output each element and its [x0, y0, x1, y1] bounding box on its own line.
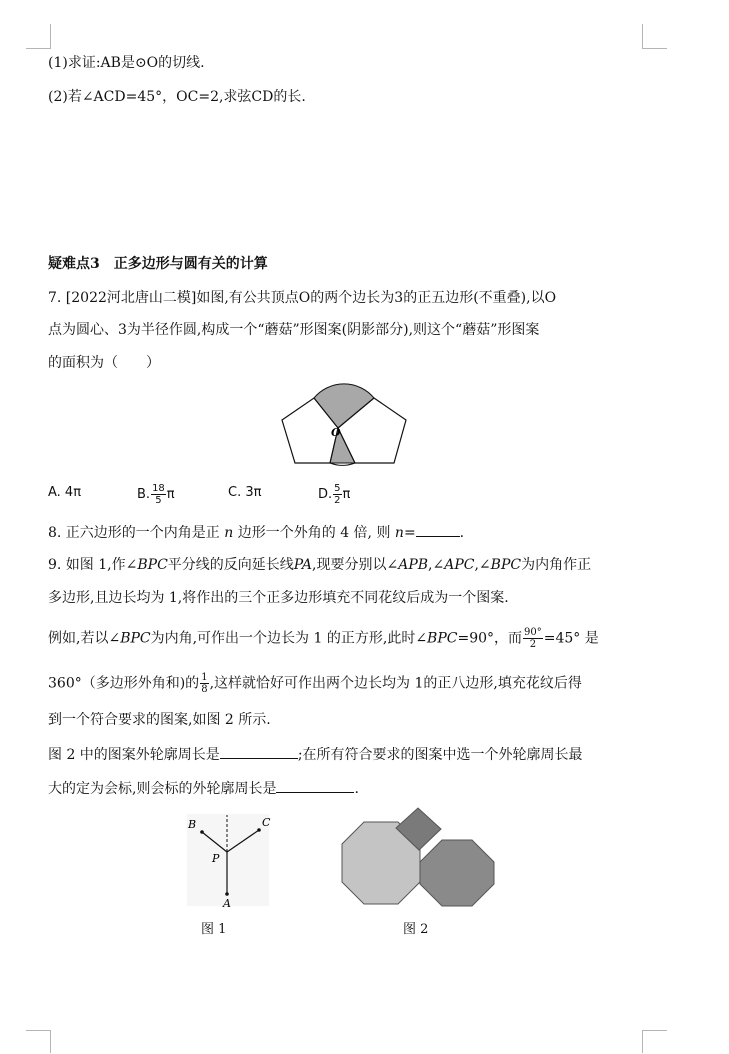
q9-line1: 9. 如图 1,作∠BPC平分线的反向延长线PA,现要分别以∠APB,∠APC,∠BPC为内角作正: [48, 557, 592, 573]
point-p-label: P: [212, 852, 220, 865]
q9-emblem-perimeter-blank[interactable]: [276, 778, 354, 793]
q9-figure1: [182, 810, 272, 910]
q9-line4: 360°（多边形外角和)的 $\frac{1}{8}$ ,这样就恰好可作出两个边长均为 1的正八边形,填充花纹后得: [48, 672, 582, 695]
q7-option-b: B. $\frac{18}{5}$ π: [137, 483, 175, 506]
q8-text: 8. 正六边形的一个内角是正 n 边形一个外角的 4 倍, 则 n= .: [48, 522, 464, 543]
point-c-label: C: [262, 816, 271, 829]
q8-answer-blank[interactable]: [416, 522, 460, 537]
q7-line3: 的面积为（ ）: [48, 355, 160, 371]
q7-line1: 7. [2022河北唐山二模]如图,有公共顶点O的两个边长为3的正五边形(不重叠),以O: [48, 290, 557, 306]
point-a-label: A: [223, 897, 231, 910]
page-corner-mark: [26, 1030, 51, 1053]
q7-option-d: D. $\frac{5}{2}$ π: [318, 483, 351, 506]
q9-figure2: [338, 806, 498, 906]
point-b-label: B: [188, 818, 197, 831]
section-title: 疑难点3 正多边形与圆有关的计算: [48, 256, 268, 272]
q7-mushroom-figure: [278, 380, 413, 470]
q9-line7: 大的定为会标,则会标的外轮廓周长是 .: [48, 778, 359, 799]
q9-line6: 图 2 中的图案外轮廓周长是 ;在所有符合要求的图案中选一个外轮廓周长最: [48, 744, 583, 765]
page-corner-mark: [26, 24, 51, 49]
figure2-caption: 图 2: [403, 922, 429, 937]
q6-part1: (1)求证:AB是⊙O的切线.: [48, 55, 205, 71]
page-corner-mark: [642, 1030, 667, 1053]
q9-line5: 到一个符合要求的图案,如图 2 所示.: [48, 712, 271, 728]
q9-line2: 多边形,且边长均为 1,将作出的三个正多边形填充不同花纹后成为一个图案.: [48, 590, 509, 606]
right-octagon: [420, 840, 494, 906]
figure1-caption: 图 1: [201, 922, 227, 937]
q9-perimeter-blank[interactable]: [220, 744, 298, 759]
q6-part2: (2)若∠ACD=45°，OC=2,求弦CD的长.: [48, 89, 306, 105]
page-corner-mark: [642, 24, 667, 49]
q7-line2: 点为圆心、3为半径作圆,构成一个“蘑菇”形图案(阴影部分),则这个“蘑菇”形图案: [48, 322, 540, 338]
q9-line3: 例如,若以∠BPC为内角,可作出一个边长为 1 的正方形,此时∠BPC=90°，而 $\frac{90^\circ}{2}$ =45° 是: [48, 627, 599, 650]
point-o-label: O: [331, 426, 341, 439]
q7-option-a: A. 4π: [48, 485, 82, 500]
q7-option-c: C. 3π: [228, 485, 262, 500]
